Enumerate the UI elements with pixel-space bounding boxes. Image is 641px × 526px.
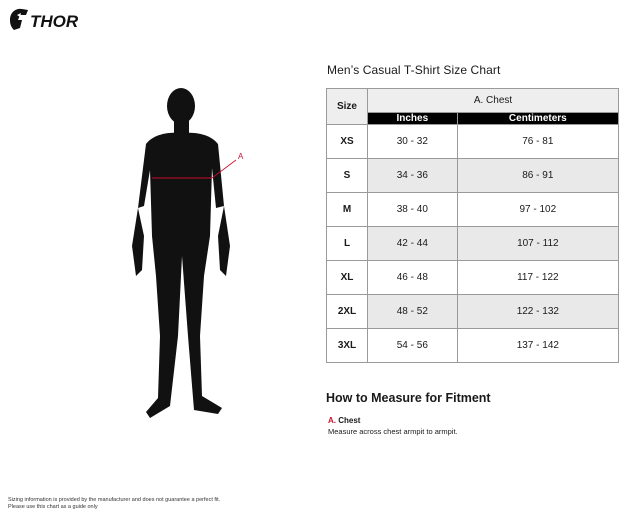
fitment-item-description: Measure across chest armpit to armpit.: [328, 427, 458, 436]
size-cell: XL: [327, 261, 368, 295]
centimeters-cell: 107 - 112: [457, 227, 618, 261]
table-row: [327, 159, 619, 193]
fitment-item-name: Chest: [338, 416, 361, 425]
thor-logo: [8, 6, 100, 34]
inches-cell: 30 - 32: [368, 125, 458, 159]
size-cell: M: [327, 193, 368, 227]
size-chart-table: [326, 88, 619, 363]
inches-cell: 54 - 56: [368, 329, 458, 363]
size-cell: XS: [327, 125, 368, 159]
centimeters-cell: 86 - 91: [457, 159, 618, 193]
centimeters-header: Centimeters: [457, 113, 618, 125]
table-row: [327, 261, 619, 295]
size-cell: 2XL: [327, 295, 368, 329]
disclaimer-line: Sizing information is provided by the manufacturer and does not guarantee a perfect fit.: [8, 497, 221, 503]
centimeters-cell: 117 - 122: [457, 261, 618, 295]
size-column-header: Size: [327, 89, 368, 125]
inches-cell: 42 - 44: [368, 227, 458, 261]
disclaimer-line: Please use this chart as a guide only: [8, 504, 98, 510]
body-silhouette: [120, 86, 260, 426]
centimeters-cell: 137 - 142: [457, 329, 618, 363]
inches-cell: 48 - 52: [368, 295, 458, 329]
fitment-heading: How to Measure for Fitment: [326, 391, 491, 405]
centimeters-cell: 76 - 81: [457, 125, 618, 159]
chest-group-header: A. Chest: [368, 89, 619, 113]
brand-wordmark: THOR: [30, 12, 79, 31]
inches-cell: 34 - 36: [368, 159, 458, 193]
size-cell: L: [327, 227, 368, 261]
fitment-item-letter: A.: [328, 416, 336, 425]
table-row: [327, 193, 619, 227]
size-cell: S: [327, 159, 368, 193]
fitment-item-label: [328, 416, 360, 425]
inches-header: Inches: [368, 113, 458, 125]
centimeters-cell: 122 - 132: [457, 295, 618, 329]
table-row: [327, 227, 619, 261]
size-cell: 3XL: [327, 329, 368, 363]
table-row: [327, 329, 619, 363]
size-chart-title: Men’s Casual T-Shirt Size Chart: [327, 63, 501, 77]
sizing-disclaimer: [8, 497, 220, 511]
inches-cell: 38 - 40: [368, 193, 458, 227]
chest-marker-label: A: [238, 152, 244, 161]
table-row: [327, 295, 619, 329]
table-row: [327, 125, 619, 159]
inches-cell: 46 - 48: [368, 261, 458, 295]
thor-helmet-icon: [8, 6, 100, 34]
centimeters-cell: 97 - 102: [457, 193, 618, 227]
